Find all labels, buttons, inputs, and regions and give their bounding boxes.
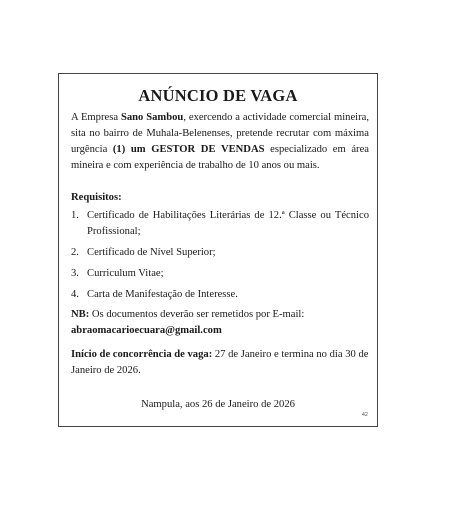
intro-text-1: A Empresa — [71, 112, 121, 123]
list-item — [71, 266, 369, 282]
place-date-line: Nampula, aos 26 de Janeiro de 2026 — [141, 399, 295, 410]
page-number: 42 — [361, 412, 368, 418]
intro-text-3: especializado em área mineira e com experiência de trabalho de 10 anos ou mais. — [71, 144, 369, 171]
list-item-text: Carta de Manifestação de Interesse. — [87, 289, 238, 300]
nb-label: NB: — [71, 309, 90, 320]
deadline-text: 27 de Janeiro e termina no dia 30 de Janeiro de 2026. — [71, 349, 369, 376]
vacancy-title: (1) um GESTOR DE VENDAS — [112, 144, 265, 155]
list-item-number: 2. — [71, 247, 79, 258]
list-item — [71, 208, 369, 240]
list-item-number: 4. — [71, 289, 79, 300]
nb-paragraph — [71, 307, 369, 339]
intro-text-2: , exercendo a actividade comercial mineira, sita no bairro de Muhala-Belenenses, pretende recrutar com máxima urgência — [71, 112, 369, 155]
deadline-label: Início de concorrência de vaga: — [71, 349, 213, 360]
company-name: Sano Sambou — [120, 112, 184, 123]
list-item-number: 3. — [71, 268, 79, 279]
list-item — [71, 287, 369, 303]
intro-paragraph — [71, 110, 369, 174]
list-item-text: Certificado de Habilitações Literárias de 12.ª Classe ou Técnico Profissional; — [87, 210, 369, 237]
contact-email: abraomacarioecuara@gmail.com — [71, 325, 222, 336]
job-ad-box — [58, 73, 378, 427]
nb-text: Os documentos deverão ser remetidos por E-mail: — [89, 309, 305, 320]
ad-title: ANÚNCIO DE VAGA — [138, 86, 298, 105]
requirements-list — [71, 208, 369, 303]
list-item-number: 1. — [71, 210, 79, 221]
list-item-text: Certificado de Nível Superior; — [87, 247, 216, 258]
requirements-heading: Requisitos: — [71, 192, 122, 203]
list-item-text: Curriculum Vitae; — [87, 268, 164, 279]
list-item — [71, 245, 369, 261]
deadline-paragraph — [71, 347, 369, 379]
